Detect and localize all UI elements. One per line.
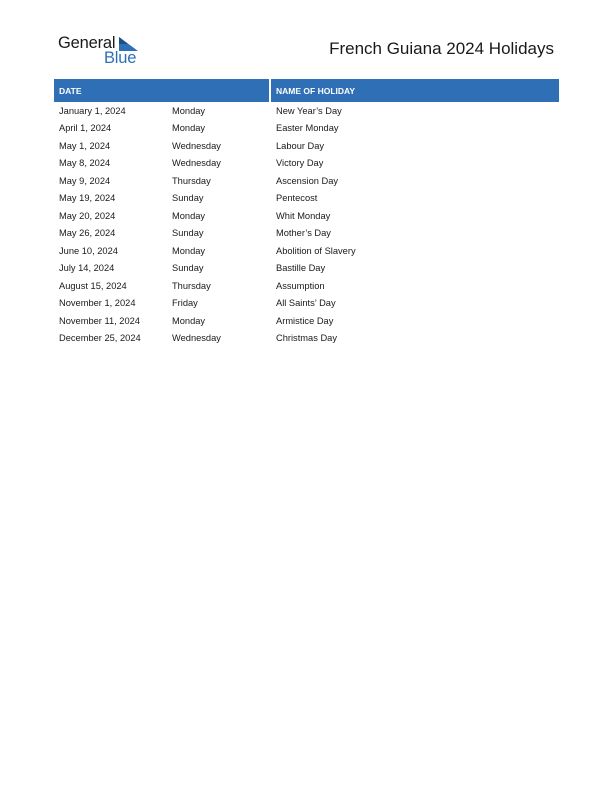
table-row	[54, 225, 559, 243]
table-row	[54, 312, 559, 330]
cell-date: January 1, 2024	[59, 105, 126, 116]
cell-day: Monday	[172, 105, 206, 116]
table-row	[54, 137, 559, 155]
cell-holiday: Easter Monday	[276, 123, 339, 134]
logo-text-blue: Blue	[104, 49, 137, 67]
cell-date: December 25, 2024	[59, 333, 141, 344]
cell-date: August 15, 2024	[59, 280, 127, 291]
cell-holiday: Victory Day	[276, 158, 324, 169]
cell-date: November 1, 2024	[59, 298, 136, 309]
cell-day: Monday	[172, 123, 206, 134]
cell-date: May 19, 2024	[59, 193, 116, 204]
header-holiday: NAME OF HOLIDAY	[270, 79, 559, 102]
table-row	[54, 155, 559, 173]
cell-holiday: Mother’s Day	[276, 228, 331, 239]
cell-day: Wednesday	[172, 158, 221, 169]
cell-holiday: Bastille Day	[276, 263, 326, 274]
table-row	[54, 277, 559, 295]
table-row	[54, 102, 559, 120]
page-title: French Guiana 2024 Holidays	[329, 39, 554, 58]
holiday-table	[54, 79, 559, 347]
table-row	[54, 172, 559, 190]
cell-date: May 26, 2024	[59, 228, 116, 239]
cell-date: May 1, 2024	[59, 140, 111, 151]
table-body	[54, 102, 559, 347]
table-row	[54, 295, 559, 313]
cell-day: Monday	[172, 315, 206, 326]
table-row	[54, 207, 559, 225]
cell-day: Monday	[172, 210, 206, 221]
table-row	[54, 330, 559, 348]
cell-date: July 14, 2024	[59, 263, 115, 274]
cell-date: April 1, 2024	[59, 123, 112, 134]
cell-holiday: Assumption	[276, 280, 325, 291]
cell-holiday: Abolition of Slavery	[276, 245, 356, 256]
table-row	[54, 242, 559, 260]
cell-date: November 11, 2024	[59, 315, 140, 326]
logo	[58, 34, 148, 68]
cell-day: Friday	[172, 298, 198, 309]
table-row	[54, 120, 559, 138]
cell-holiday: Pentecost	[276, 193, 318, 204]
cell-date: May 20, 2024	[59, 210, 116, 221]
table-row	[54, 260, 559, 278]
cell-day: Thursday	[172, 175, 211, 186]
cell-holiday: Ascension Day	[276, 175, 339, 186]
table-row	[54, 190, 559, 208]
cell-holiday: All Saints’ Day	[276, 298, 336, 309]
table-header-row	[54, 79, 559, 102]
cell-day: Monday	[172, 245, 206, 256]
cell-day: Thursday	[172, 280, 211, 291]
cell-day: Wednesday	[172, 333, 221, 344]
cell-day: Sunday	[172, 263, 204, 274]
cell-holiday: New Year’s Day	[276, 105, 342, 116]
cell-day: Wednesday	[172, 140, 221, 151]
cell-date: May 8, 2024	[59, 158, 111, 169]
cell-day: Sunday	[172, 193, 204, 204]
logo-text-general: General	[58, 34, 116, 52]
cell-holiday: Christmas Day	[276, 333, 337, 344]
header-date: DATE	[54, 79, 270, 102]
cell-holiday: Labour Day	[276, 140, 325, 151]
cell-holiday: Whit Monday	[276, 210, 331, 221]
cell-day: Sunday	[172, 228, 204, 239]
cell-date: May 9, 2024	[59, 175, 111, 186]
cell-date: June 10, 2024	[59, 245, 118, 256]
cell-holiday: Armistice Day	[276, 315, 334, 326]
